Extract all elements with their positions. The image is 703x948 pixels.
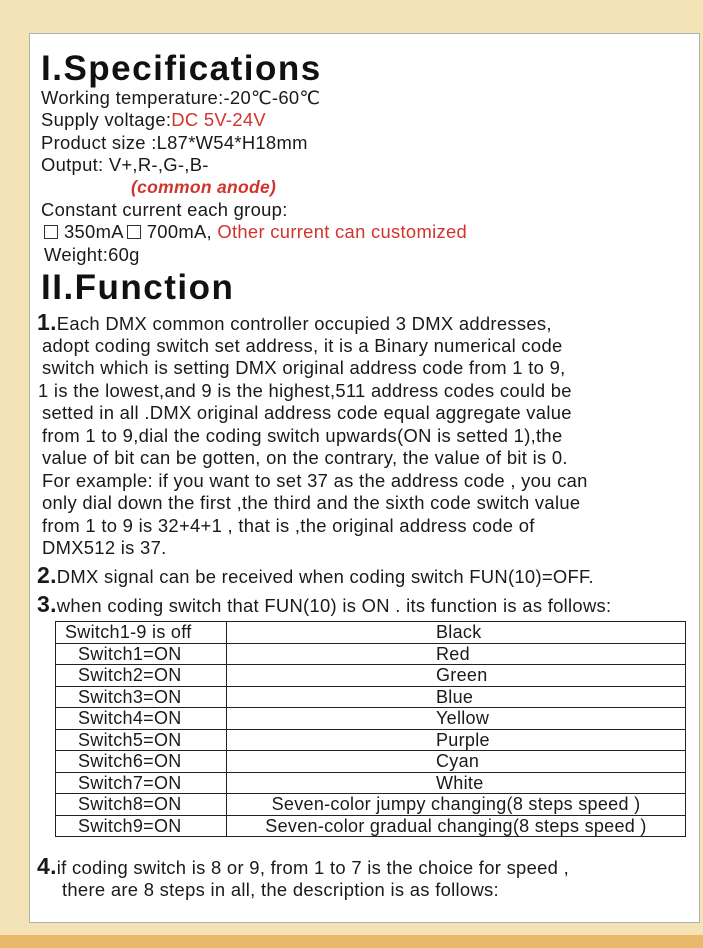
result-cell: Black [227,622,686,644]
switch-cell: Switch6=ON [56,751,227,773]
result-cell: Seven-color gradual changing(8 steps speed ) [227,815,686,837]
option-700ma: 700mA, [146,221,212,242]
supply-voltage-label: Supply voltage: [41,109,172,130]
item3 [37,593,611,617]
item4-line-2: there are 8 steps in all, the description is as follows: [62,879,499,900]
result-cell: Blue [227,686,686,708]
bottom-decorative-bar [0,935,703,948]
result-cell: Purple [227,729,686,751]
item1-number: 1. [37,309,57,335]
product-size: Product size :L87*W54*H18mm [41,132,308,153]
result-cell: Cyan [227,751,686,773]
switch-cell: Switch4=ON [56,708,227,730]
switch-function-table [55,621,686,837]
option-350ma: 350mA [64,221,124,242]
item1-line-2: switch which is setting DMX original address code from 1 to 9, [42,357,566,378]
result-cell: Red [227,643,686,665]
checkbox-700ma-icon [127,225,141,239]
item1-line-1: adopt coding switch set address, it is a Binary numerical code [42,335,563,356]
item1-line-5: from 1 to 9,dial the coding switch upwards(ON is setted 1),the [42,425,563,446]
table-row [56,643,686,665]
result-cell: Seven-color jumpy changing(8 steps speed ) [227,794,686,816]
table-row [56,751,686,773]
switch-cell: Switch8=ON [56,794,227,816]
item4-line-1: if coding switch is 8 or 9, from 1 to 7 is the choice for speed , [56,857,569,878]
item1-line-6: value of bit can be gotten, on the contrary, the value of bit is 0. [42,447,568,468]
other-current-note: Other current can customized [217,221,468,242]
table-row [56,686,686,708]
item2 [37,564,594,588]
switch-cell: Switch2=ON [56,665,227,687]
switch-cell: Switch7=ON [56,772,227,794]
table-row [56,622,686,644]
table-row [56,665,686,687]
item1-line-7: For example: if you want to set 37 as the address code , you can [42,470,588,491]
switch-cell: Switch5=ON [56,729,227,751]
current-options [44,221,467,243]
table-row [56,815,686,837]
working-temperature: Working temperature:-20℃-60℃ [41,87,321,108]
table-row [56,729,686,751]
item1-line-3: 1 is the lowest,and 9 is the highest,511 address codes could be [38,380,572,401]
switch-cell: Switch1-9 is off [56,622,227,644]
item2-text: DMX signal can be received when coding switch FUN(10)=OFF. [56,566,594,587]
switch-function-table-body [56,622,686,837]
item3-text: when coding switch that FUN(10) is ON . its function is as follows: [56,595,612,616]
checkbox-350ma-icon [44,225,58,239]
item4-first-line [37,855,569,879]
switch-cell: Switch1=ON [56,643,227,665]
output-spec: Output: V+,R-,G-,B- [41,154,209,175]
item2-number: 2. [37,562,57,588]
item1-line-10: DMX512 is 37. [42,537,167,558]
document-sheet [29,33,700,923]
constant-current-label: Constant current each group: [41,199,288,220]
item1-line-9: from 1 to 9 is 32+4+1 , that is ,the original address code of [42,515,535,536]
supply-voltage [41,109,266,131]
supply-voltage-value: DC 5V-24V [171,109,266,130]
switch-cell: Switch9=ON [56,815,227,837]
common-anode-note: (common anode) [131,177,277,197]
item1-line-0: Each DMX common controller occupied 3 DMX addresses, [56,313,552,334]
item3-number: 3. [37,591,57,617]
specifications-heading: I.Specifications [41,49,322,88]
result-cell: Yellow [227,708,686,730]
item4-number: 4. [37,853,57,879]
item1-line-4: setted in all .DMX original address code equal aggregate value [42,402,572,423]
result-cell: Green [227,665,686,687]
result-cell: White [227,772,686,794]
item1-first-line [37,311,552,335]
switch-cell: Switch3=ON [56,686,227,708]
table-row [56,708,686,730]
item1-line-8: only dial down the first ,the third and the sixth code switch value [42,492,581,513]
table-row [56,794,686,816]
table-row [56,772,686,794]
function-heading: II.Function [41,268,235,307]
weight: Weight:60g [44,244,140,265]
